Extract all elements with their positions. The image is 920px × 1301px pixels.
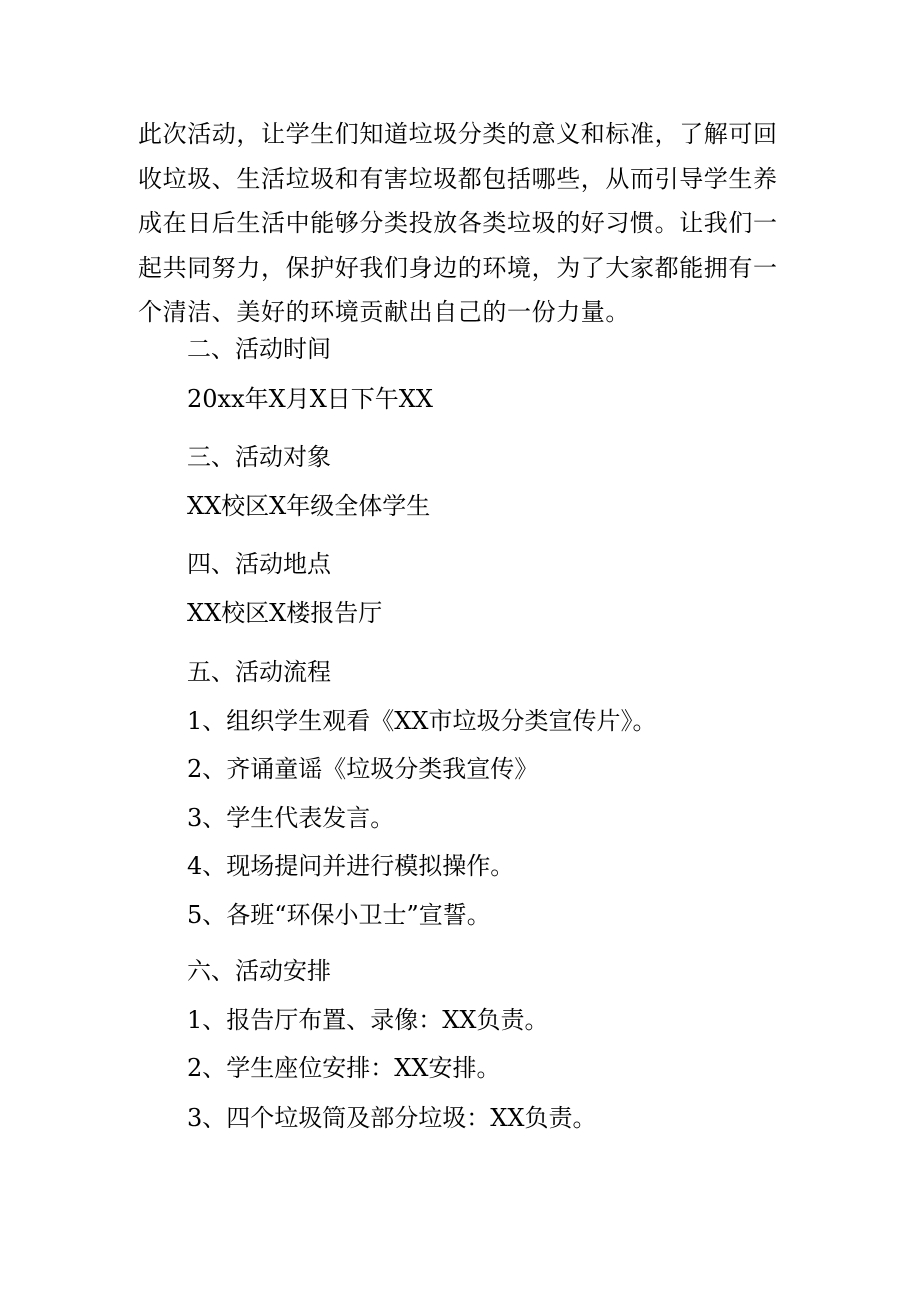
activity-time: 20xx年X月X日下午XX (187, 385, 433, 413)
arrangement-item: 2、学生座位安排：XX安排。 (187, 1054, 501, 1082)
process-item: 1、组织学生观看《XX市垃圾分类宣传片》。 (187, 707, 657, 735)
section-heading-arrangement: 六、活动安排 (187, 957, 331, 985)
section-heading-time: 二、活动时间 (187, 335, 331, 363)
arrangement-item: 1、报告厅布置、录像：XX负责。 (187, 1006, 549, 1034)
process-item: 4、现场提问并进行模拟操作。 (187, 852, 515, 880)
process-item: 3、学生代表发言。 (187, 804, 395, 832)
section-heading-location: 四、活动地点 (187, 550, 331, 578)
process-item: 5、各班“环保小卫士”宣誓。 (187, 901, 491, 929)
activity-participants: XX校区X年级全体学生 (187, 492, 431, 520)
arrangement-item: 3、四个垃圾筒及部分垃圾：XX负责。 (187, 1104, 597, 1132)
intro-paragraph: 此次活动，让学生们知道垃圾分类的意义和标准，了解可回收垃圾、生活垃圾和有害垃圾都包括哪些，从而引导学生养成在日后生活中能够分类投放各类垃圾的好习惯。让我们一起共同努力，保护好我们身边的环境，为了大家都能拥有一个清洁、美好的环境贡献出自己的一份力量。 (138, 120, 778, 326)
activity-location: XX校区X楼报告厅 (187, 599, 383, 627)
section-heading-participants: 三、活动对象 (187, 443, 331, 471)
process-item: 2、齐诵童谣《垃圾分类我宣传》 (187, 755, 539, 783)
section-heading-process: 五、活动流程 (187, 658, 331, 686)
